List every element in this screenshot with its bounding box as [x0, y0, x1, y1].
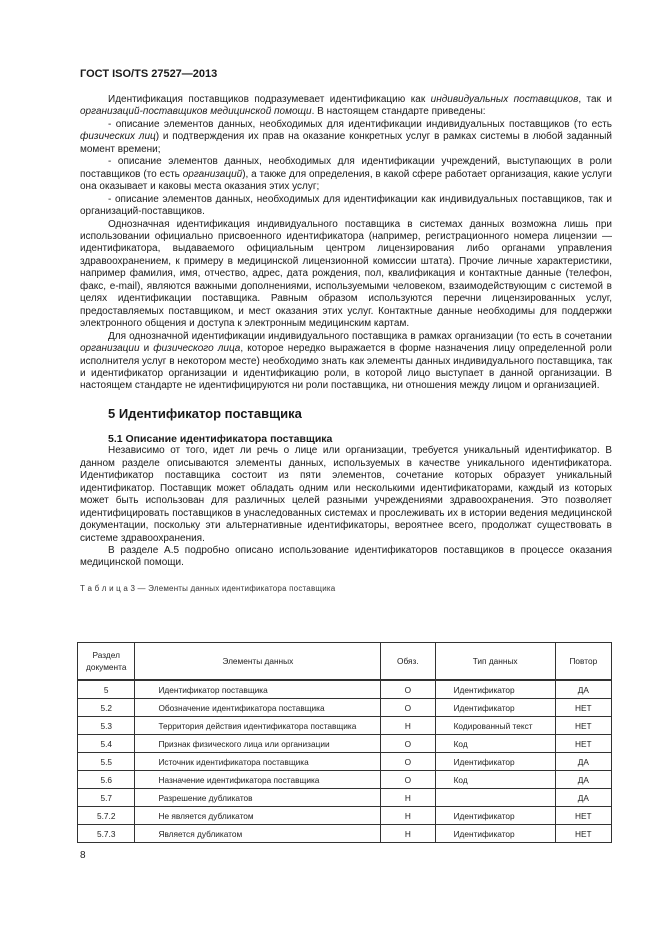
table-cell: 5 — [78, 680, 135, 699]
table-cell: Источник идентификатора поставщика — [135, 753, 381, 771]
column-header: Раздел документа — [78, 643, 135, 681]
table-cell: НЕТ — [555, 807, 611, 825]
paragraph — [80, 119, 612, 156]
text-segment: - описание элементов данных, необходимых для идентификации как индивидуальных поставщиков, так и организаций-поставщиков. — [80, 193, 612, 218]
table-cell: 5.7.2 — [78, 807, 135, 825]
table-cell: О — [381, 699, 435, 717]
table-row — [78, 771, 612, 789]
table-cell: Код — [435, 771, 555, 789]
table-cell: ДА — [555, 771, 611, 789]
table-row — [78, 680, 612, 699]
table-cell: О — [381, 735, 435, 753]
paragraph: Независимо от того, идет ли речь о лице или организации, требуется уникальный идентификатор. В данном разделе описываются элементы данных, используемых в качестве уникального идентификатора. Идентификатор поставщика состоит из пяти элементов, сочетание которых образует уникальный идентификатор. Поставщик может обладать одним или несколькими идентификаторами, каждый из которых может быть использован для различных целей разными учреждениями здравоохранения. Это позволяет идентифицировать поставщиков в унаследованных системах и прослеживать их в истории ведения медицинской документации, поскольку эти альтернативные идентификаторы, вероятнее всего, продолжат существовать в системе здравоохранения. — [80, 445, 612, 544]
text-segment: Идентификация поставщиков подразумевает идентификацию как — [108, 94, 431, 105]
paragraph — [80, 219, 612, 331]
data-elements-table — [77, 642, 612, 843]
table-cell: Разрешение дубликатов — [135, 789, 381, 807]
column-header: Элементы данных — [135, 643, 381, 681]
table-caption: Т а б л и ц а 3 — Элементы данных идентификатора поставщика — [80, 583, 336, 593]
text-segment: - описание элементов данных, необходимых для идентификации учреждений, выступающих в роли поставщиков (то есть — [80, 156, 612, 180]
table-cell: 5.3 — [78, 717, 135, 735]
page-number: 8 — [80, 850, 86, 861]
text-segment: , которое нередко выражается в форме назначения лицу определенной роли исполнителя услуг в некотором месте) необходимо знать как элементы данных индивидуального поставщика, так и идентификатор организации и идентификацию роли, в которой лицо выступает в данной организации. В настоящем стандарте не идентифицируются ни роли поставщика, ни отношения между лицом и организацией. — [80, 343, 612, 392]
table-cell: О — [381, 753, 435, 771]
table-cell: Идентификатор поставщика — [135, 680, 381, 699]
table-cell: Код — [435, 735, 555, 753]
text-segment: . В настоящем стандарте приведены: — [311, 106, 486, 118]
table-cell: Идентификатор — [435, 807, 555, 825]
table-cell: Назначение идентификатора поставщика — [135, 771, 381, 789]
text-segment: Однозначная идентификация индивидуального поставщика в системах данных возможна лишь при использовании официально присвоенного идентификатора (например, регистрационного номера лицензии — идентификатора, выдаваемого официальным центром лицензирования либо органами управления здравоохранением, к примеру в медицинской лицензионной комиссии штата). Прочие личные характеристики, например фамилия, имя, отчество, адрес, дата рождения, пол, квалификация и контактные данные (телефон, факс, e-mail), являются важными дополнениями, используемыми человеком, взаимодействующим с системой в целях идентификации поставщика. Равным образом используются перечни лицензированных услуг, предоставляемых поставщиком, и мест оказания этих услуг. Контактные данные необходимы для поддержки электронного общения и доступа к электронным медицинским картам. — [80, 218, 612, 330]
section-heading: 5 Идентификатор поставщика — [108, 405, 302, 421]
italic-text: организаций — [182, 168, 243, 180]
column-header: Тип данных — [435, 643, 555, 681]
table-cell: НЕТ — [555, 825, 611, 843]
table-cell: 5.7 — [78, 789, 135, 807]
column-header: Повтор — [555, 643, 611, 681]
table-cell: Признак физического лица или организации — [135, 735, 381, 753]
table-cell: НЕТ — [555, 735, 611, 753]
table-cell: НЕТ — [555, 717, 611, 735]
document-header: ГОСТ ISO/TS 27527—2013 — [80, 68, 218, 80]
table-cell: ДА — [555, 753, 611, 771]
table-cell: Н — [381, 789, 435, 807]
table-cell: Кодированный текст — [435, 717, 555, 735]
table-cell: Идентификатор — [435, 753, 555, 771]
paragraph — [80, 194, 612, 219]
text-segment: ) и подтверждения их прав на оказание конкретных услуг в рамках системы в любой заданный момент времени; — [80, 131, 612, 155]
table-cell: ДА — [555, 789, 611, 807]
paragraph — [80, 156, 612, 193]
table-cell: Идентификатор — [435, 825, 555, 843]
table-row — [78, 753, 612, 771]
paragraph — [80, 331, 612, 393]
table-row — [78, 789, 612, 807]
text-segment: ), а также для определения, в какой сфере работает организация, какие услуги она оказывает и каковы места оказания этих услуг; — [80, 168, 612, 193]
table-cell: О — [381, 680, 435, 699]
table-cell: 5.4 — [78, 735, 135, 753]
column-header: Обяз. — [381, 643, 435, 681]
table-header-row — [78, 643, 612, 681]
table-cell: 5.7.3 — [78, 825, 135, 843]
table-cell: ДА — [555, 680, 611, 699]
table-cell: Н — [381, 717, 435, 735]
paragraph — [80, 94, 612, 119]
table-cell: Н — [381, 807, 435, 825]
table-cell — [435, 789, 555, 807]
text-segment: , так и — [578, 94, 612, 105]
table-cell: Идентификатор — [435, 680, 555, 699]
table-cell: Н — [381, 825, 435, 843]
table-cell: Является дубликатом — [135, 825, 381, 843]
table-cell: 5.2 — [78, 699, 135, 717]
table-cell: Обозначение идентификатора поставщика — [135, 699, 381, 717]
table-cell: Территория действия идентификатора поставщика — [135, 717, 381, 735]
italic-text: организаций-поставщиков медицинской помощи — [80, 106, 312, 118]
table-row — [78, 717, 612, 735]
text-segment: - описание элементов данных, необходимых для идентификации индивидуальных поставщиков (то есть — [108, 118, 612, 130]
table-cell: О — [381, 771, 435, 789]
italic-text: индивидуальных поставщиков — [430, 94, 579, 105]
paragraph: В разделе А.5 подробно описано использование идентификаторов поставщиков в процессе оказания медицинской помощи. — [80, 544, 612, 569]
table-cell: 5.5 — [78, 753, 135, 771]
text-segment: и — [139, 343, 154, 355]
text-segment: Для однозначной идентификации индивидуального поставщика в рамках организации (то есть в сочетании — [108, 330, 612, 342]
table-row — [78, 699, 612, 717]
subsection-heading: 5.1 Описание идентификатора поставщика — [108, 432, 333, 445]
italic-text: физических лиц — [80, 131, 156, 143]
table-row — [78, 735, 612, 753]
table-row — [78, 807, 612, 825]
italic-text: организации — [80, 343, 140, 355]
table-cell: 5.6 — [78, 771, 135, 789]
table-cell: НЕТ — [555, 699, 611, 717]
table-cell: Не является дубликатом — [135, 807, 381, 825]
table-row — [78, 825, 612, 843]
italic-text: физического лица — [153, 343, 241, 355]
document-body — [80, 94, 612, 595]
table-cell: Идентификатор — [435, 699, 555, 717]
